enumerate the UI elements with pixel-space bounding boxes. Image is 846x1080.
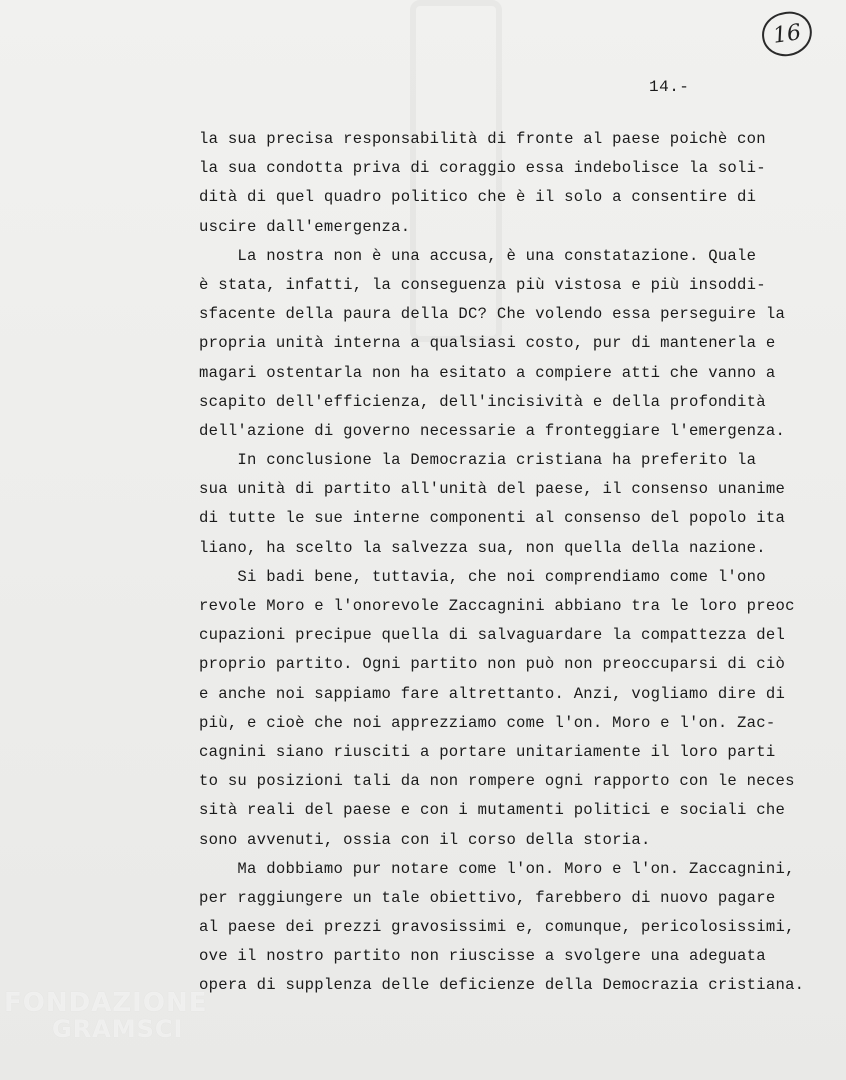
watermark-line1: FONDAZIONE [4,988,208,1018]
text-line: la sua precisa responsabilità di fronte al paese poichè con [199,130,766,148]
text-line: liano, ha scelto la salvezza sua, non quella della nazione. [199,538,766,557]
text-line: proprio partito. Ogni partito non può non preoccuparsi di ciò [199,655,786,674]
text-line: cagnini siano riusciti a portare unitariamente il loro parti [199,742,776,761]
text-line: sfacente della paura della DC? Che volendo essa perseguire la [199,305,786,324]
text-line: to su posizioni tali da non rompere ogni rapporto con le neces [199,772,795,791]
text-line: sua unità di partito all'unità del paese, il consenso unanime [199,480,786,499]
typed-body-text [199,125,839,1001]
text-line: per raggiungere un tale obiettivo, farebbero di nuovo pagare [199,888,776,907]
text-line: dell'azione di governo necessarie a fronteggiare l'emergenza. [199,421,786,440]
text-line: più, e cioè che noi apprezziamo come l'on. Moro e l'on. Zac- [199,713,776,732]
text-line: revole Moro e l'onorevole Zaccagnini abbiano tra le loro preoc [199,597,795,615]
text-line: magari ostentarla non ha esitato a compiere atti che vanno a [199,363,776,382]
text-line: Si badi bene, tuttavia, che noi comprendiamo come l'ono [199,567,766,586]
text-line: cupazioni precipue quella di salvaguardare la compattezza del [199,626,786,645]
text-line: opera di supplenza delle deficienze della Democrazia cristiana. [199,976,805,995]
text-line: dità di quel quadro politico che è il solo a consentire di [199,188,757,207]
text-line: scapito dell'efficienza, dell'incisività e della profondità [199,392,766,411]
text-line: al paese dei prezzi gravosissimi e, comunque, pericolosissimi, [199,918,795,937]
text-line: di tutte le sue interne componenti al consenso del popolo ita [199,509,786,528]
watermark-logo [4,990,207,1042]
text-line: Ma dobbiamo pur notare come l'on. Moro e l'on. Zaccagnini, [199,859,795,878]
text-line: In conclusione la Democrazia cristiana ha preferito la [199,451,757,470]
text-line: sono avvenuti, ossia con il corso della storia. [199,830,651,849]
text-line: la sua condotta priva di coraggio essa indebolisce la soli- [199,159,766,178]
text-line: è stata, infatti, la conseguenza più vistosa e più insoddi- [199,275,766,294]
text-line: propria unità interna a qualsiasi costo, pur di mantenerla e [199,334,776,353]
text-line: sità reali del paese e con i mutamenti politici e sociali che [199,801,786,820]
watermark-line2: GRAMSCI [52,1015,184,1043]
text-line: e anche noi sappiamo fare altrettanto. Anzi, vogliamo dire di [199,684,786,703]
text-line: La nostra non è una accusa, è una constatazione. Quale [199,246,757,265]
text-line: ove il nostro partito non riuscisse a svolgere una adeguata [199,947,766,966]
handwritten-page-number-text: 16 [771,19,803,49]
text-line: uscire dall'emergenza. [199,217,411,236]
typed-page-number: 14.- [649,78,690,96]
handwritten-page-number [759,9,815,60]
